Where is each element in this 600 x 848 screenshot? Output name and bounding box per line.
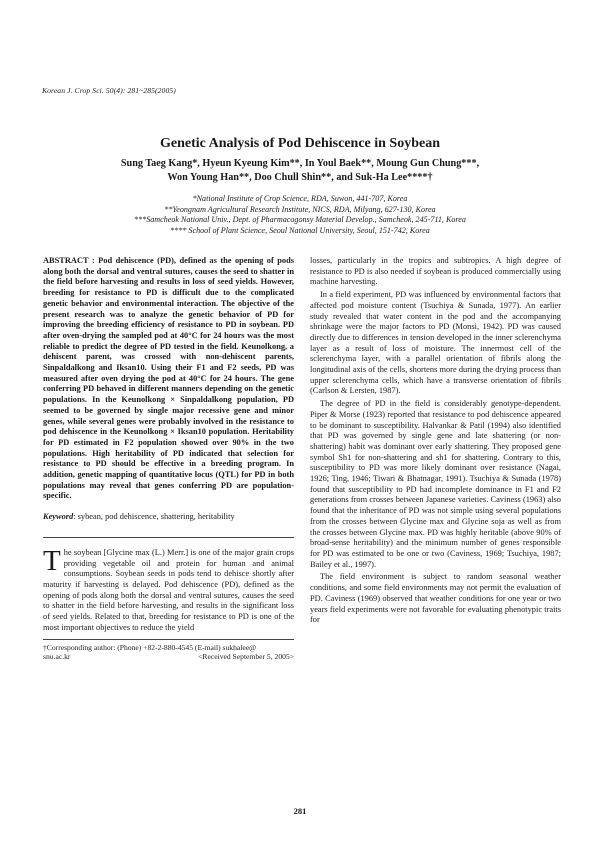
received-date: <Received September 5, 2005> bbox=[198, 651, 294, 661]
corresponding-author-footnote bbox=[43, 643, 294, 662]
running-head: Korean J. Crop Sci. 50(4): 281~285(2005) bbox=[42, 86, 176, 95]
affiliation-1: *National Institute of Crop Science, RDA, Suwon, 441-707, Korea bbox=[192, 194, 408, 203]
footnote-line-1: †Corresponding author: (Phone) +82-2-880-4545 (E-mail) sukhalee@ bbox=[43, 642, 257, 652]
abstract-label: ABSTRACT : bbox=[43, 256, 99, 265]
footnote-email-domain: snu.ac.kr bbox=[43, 651, 71, 661]
authors-line-2: Won Young Han**, Doo Chull Shin**, and Suk-Ha Lee****† bbox=[167, 172, 433, 183]
abstract-text: Pod dehiscence (PD), defined as the opening of pods along both the dorsal and ventral sutures, causes the seed to shatter in the field before harvesting and results in loss of seed yields. However, breeding for resistance to PD is difficult due to the complicated genetic behavior and environmental interaction. The objective of the present research was to analyze the genetic behavior of PD for improving the breeding efficiency of resistance to PD in soybean. PD after oven-drying the sampled pod at 40°C for 24 hours was the most reliable to predict the degree of PD tested in the field. Keunolkong, a dehiscent parent, was crossed with non-dehiscent parents, Sinpaldalkong and Iksan10. Using their F1 and F2 seeds, PD was measured after oven drying the pod at 40°C for 24 hours. The gene conferring PD behaved in different manners depending on the genetic populations. In the Keunolkong × Sinpaldalkong population, PD seemed to be governed by single major recessive gene and minor genes, while several genes were probably involved in the resistance to pod dehiscence in the Keunolkong × Iksan10 population. Heritability for PD estimated in F2 population showed over 90% in the two populations. High heritability of PD indicated that selection for resistance to PD should be effective in a breeding program. In addition, genetic mapping of quantitative locus (QTL) for PD in both populations may reveal that genes conferring PD are population-specific. bbox=[43, 256, 294, 501]
affiliation-3: ***Samcheok National Univ., Dept. of Pharmacogonsy Material Develop., Samcheok, 245-711, Korea bbox=[134, 215, 466, 225]
intro-text: he soybean [Glycine max (L.) Merr.] is one of the major grain crops providing vegetable oil and protein for human and animal consumptions. Soybean seeds in pods tend to dehisce shortly after maturity if harvesting is delayed. Pod dehiscence (PD), defined as the opening of pods along both the dorsal and ventral sutures, causes the seed to shatter in the field before harvesting, and results in the significant loss of seed yields. Related to that, breeding for resistance to PD is one of the most important objectives to reduce the yield bbox=[43, 547, 294, 632]
affiliation-4: **** School of Plant Science, Seoul National University, Seoul, 151-742, Korea bbox=[170, 225, 430, 235]
keywords-label: Keyword bbox=[43, 512, 74, 522]
affiliation-list bbox=[60, 194, 540, 236]
section-divider bbox=[43, 537, 294, 538]
footnote-divider bbox=[43, 639, 294, 640]
body-paragraph: The field environment is subject to random seasonal weather conditions, and some field environments may not permit the evaluation of PD. Caviness (1969) observed that weather conditions for one year or two years field experiments were not favorable for evaluating phenotypic traits for bbox=[310, 572, 561, 625]
keywords bbox=[43, 512, 294, 523]
intro-paragraph bbox=[43, 544, 294, 634]
right-column bbox=[310, 256, 561, 628]
authors-line-1: Sung Taeg Kang*, Hyeun Kyeung Kim**, In Youl Baek**, Moung Gun Chung***, bbox=[120, 158, 480, 169]
left-column bbox=[43, 256, 294, 661]
affiliation-2: **Yeongnam Agricultural Research Institute, NICS, RDA, Milyang, 627-130, Korea bbox=[164, 204, 436, 214]
body-paragraph: In a field experiment, PD was influenced by environmental factors that affected pod moisture content (Tsuchiya & Sunada, 1977). An earlier study revealed that water content in the pod and the accompanying shrinkage were the major factors to PD (Monsi, 1942). PD was caused directly due to differences in tension developed in the inner sclerenchyma layer as a result of loss of moisture. The innermost cell of the sclerenchyma layer, with a parallel orientation of fibrils along the longitudinal axis of the cells, shortens more during the drying process than upper sclerenchyma cells, which have a transverse orientation of fibrils (Carlson & Lersten, 1987). bbox=[310, 290, 561, 396]
body-paragraph: The degree of PD in the field is considerably genotype-dependent. Piper & Morse (1923) reported that resistance to pod dehiscence appeared to be dominant to susceptibility. Halvankar & Patil (1994) also identified that PD was governed by single gene and late shattering (or non-shattering) habit was dominant over early shattering. They proposed gene symbol Sh1 for non-shattering and sh1 for shattering. Contrary to this, susceptibility to PD was more likely dominant over resistance (Nagai, 1926; Ting, 1946; Tiwari & Bhatnagar, 1991). Tsuchiya & Sunada (1978) found that susceptibility to PD had incomplete dominance in F1 and F2 generations from crosses between Japanese varieties. Caviness (1963) also found that the inheritance of PD was not simple using several populations from the crosses between Glycine max and Glycine soja as well as from the crosses between Glycine max. PD was highly heritable (above 90% of broad-sense heritability) and the minimum number of genes responsible for PD was estimated to be one or two (Caviness, 1969; Tsuchiya, 1987; Bailey et al., 1997). bbox=[310, 399, 561, 569]
body-paragraph: losses, particularly in the tropics and subtropics. A high degree of resistance to PD is also needed if soybean is produced commercially using machine harvesting. bbox=[310, 256, 561, 287]
author-list bbox=[60, 157, 540, 185]
drop-cap: T bbox=[43, 544, 61, 577]
page-number: 281 bbox=[293, 806, 307, 816]
abstract bbox=[43, 256, 294, 502]
paper-title: Genetic Analysis of Pod Dehiscence in Soybean bbox=[159, 136, 440, 151]
keywords-text: : sybean, pod dehiscence, shattering, heritability bbox=[73, 512, 235, 522]
